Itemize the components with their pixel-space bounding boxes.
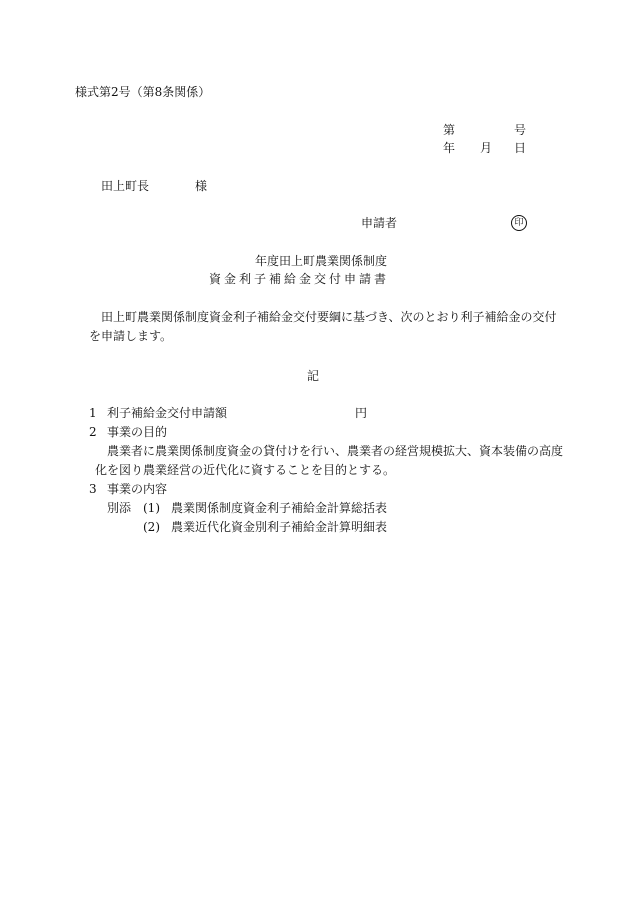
title-line-2: 資金利子補給金交付申請書 — [209, 272, 390, 286]
seal-mark: 印 — [511, 215, 527, 231]
addressee-honorific: 様 — [195, 179, 208, 193]
doc-number-suffix: 号 — [514, 123, 527, 137]
item-2-number: 2 — [89, 425, 97, 439]
title-line-1: 年度田上町農業関係制度 — [255, 254, 388, 268]
body-line-1: 田上町農業関係制度資金利子補給金交付要綱に基づき、次のとおり利子補給金の交付 — [101, 310, 557, 324]
applicant-label: 申請者 — [361, 216, 398, 230]
date-year: 年 — [443, 141, 456, 155]
item-1-number: 1 — [89, 406, 97, 420]
item-3-label: 事業の内容 — [107, 482, 168, 496]
date-month: 月 — [480, 141, 493, 155]
attachment-2-text: 農業近代化資金別利子補給金計算明細表 — [171, 520, 388, 534]
item-2-label: 事業の目的 — [107, 425, 168, 439]
item-1-unit: 円 — [355, 406, 368, 420]
attachment-1-text: 農業関係制度資金利子補給金計算総括表 — [171, 501, 388, 515]
item-2-text-2: 化を図り農業経営の近代化に資することを目的とする。 — [95, 463, 396, 477]
item-1-label: 利子補給金交付申請額 — [107, 406, 228, 420]
attachment-2-number: (2) — [143, 520, 160, 534]
ki-heading: 記 — [307, 369, 320, 383]
item-3-number: 3 — [89, 482, 97, 496]
attachment-label: 別添 — [107, 501, 132, 515]
item-2-text-1: 農業者に農業関係制度資金の貸付けを行い、農業者の経営規模拡大、資本装備の高度 — [107, 444, 564, 458]
date-day: 日 — [514, 141, 527, 155]
body-line-2: を申請します。 — [89, 329, 173, 343]
attachment-1-number: (1) — [143, 501, 160, 515]
doc-number-prefix: 第 — [443, 123, 456, 137]
form-number: 様式第2号（第8条関係） — [75, 85, 211, 99]
addressee-name: 田上町長 — [101, 179, 150, 193]
